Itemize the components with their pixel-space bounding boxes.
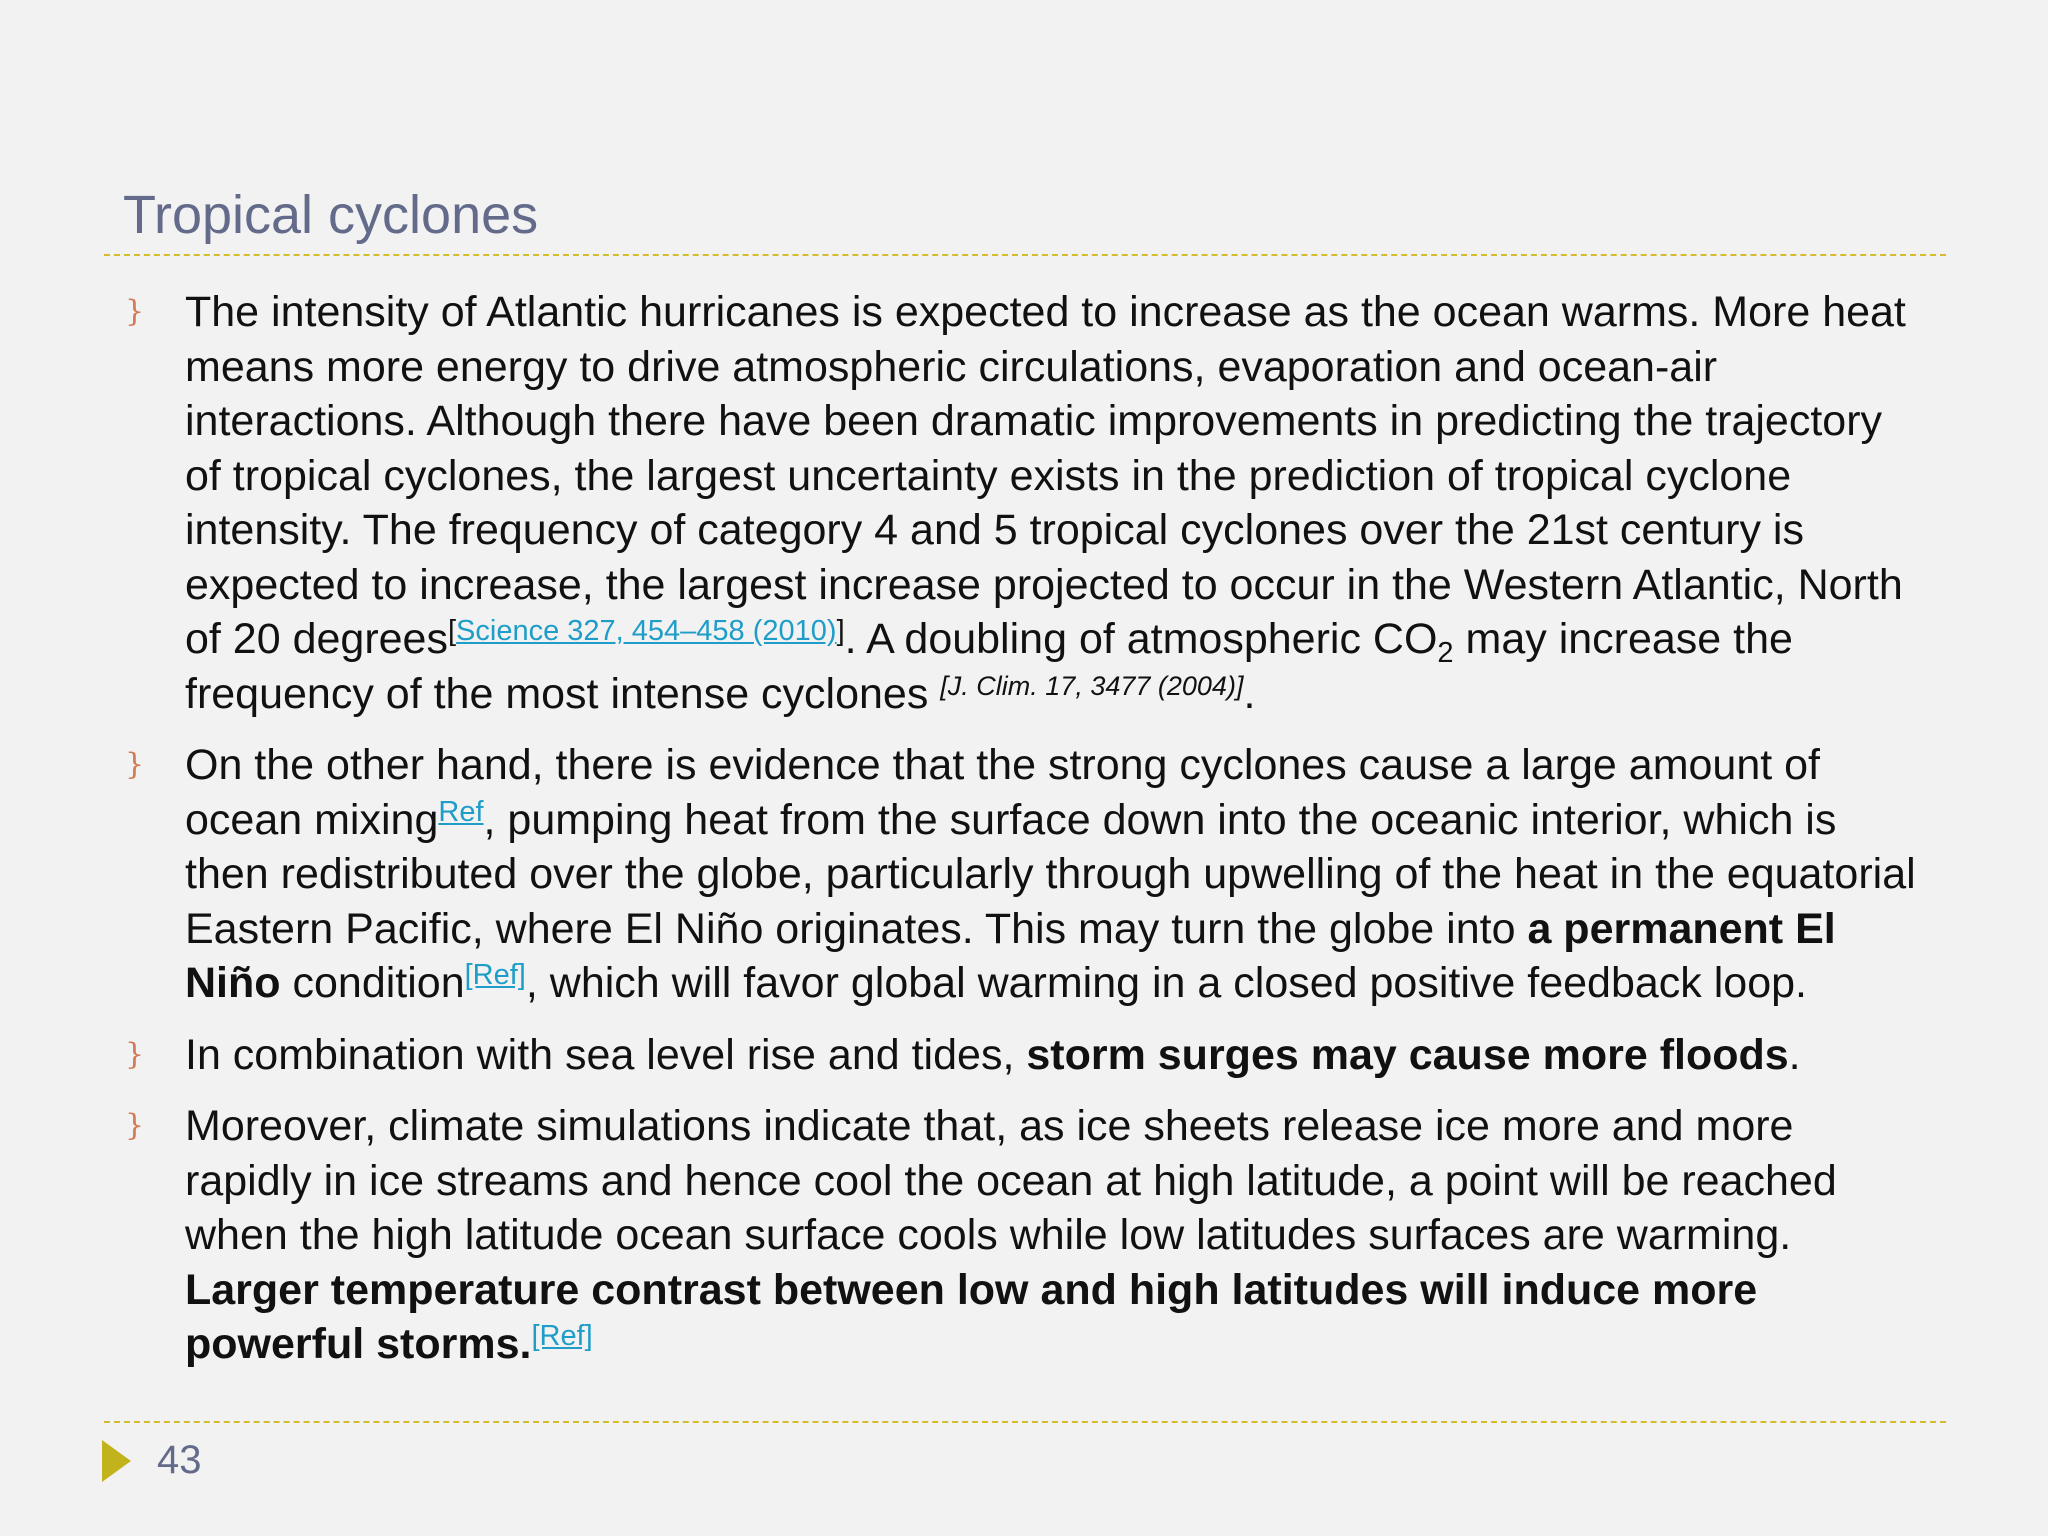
footer-divider xyxy=(104,1421,1946,1423)
bullet-text: . xyxy=(1788,1030,1801,1079)
bullet-icon: } xyxy=(125,747,145,782)
bullet-icon: } xyxy=(125,1108,145,1143)
ref-link[interactable]: [Ref] xyxy=(464,959,526,991)
bullet-item-3 xyxy=(125,1028,1925,1083)
triangle-arrow-icon xyxy=(102,1440,131,1482)
bullet-text: condition xyxy=(280,959,465,1007)
slide-body xyxy=(125,285,1925,1389)
bullet-icon: } xyxy=(125,1036,145,1072)
bullet-text: . xyxy=(1243,669,1256,718)
bold-text: Larger temperature contrast between low and high latitudes will induce more powerful storms. xyxy=(185,1265,1758,1368)
bold-text: a permanent El Niño xyxy=(185,904,1836,1007)
citation: [J. Clim. 17, 3477 (2004)] xyxy=(940,670,1244,701)
bullet-item-4 xyxy=(125,1099,1925,1372)
bold-text: storm surges may cause more floods xyxy=(1026,1030,1789,1079)
bullet-item-1 xyxy=(125,285,1925,721)
bullet-icon: } xyxy=(125,294,145,329)
bullet-text: may increase the frequency of the most intense cyclones xyxy=(185,615,1793,718)
ref-link[interactable]: Ref xyxy=(438,795,484,828)
bullet-item-2 xyxy=(125,738,1925,1011)
subscript: 2 xyxy=(1437,637,1454,669)
bullet-text: The intensity of Atlantic hurricanes is expected to increase as the ocean warms. More heat means more energy to drive atmospheric circulations, evaporation and ocean-air interactions. Although there have been dramatic improvements in predicting the trajectory of tropical cyclones, the largest uncertainty exists in the prediction of tropical cyclone intensity. The frequency of category 4 and 5 tropical cyclones over the 21st century is expected to increase, the largest increase projected to occur in the Western Atlantic, North of 20 degrees xyxy=(185,288,1906,663)
bullet-text: Moreover, climate simulations indicate that, as ice sheets release ice more and more rapidly in ice streams and hence cool the ocean at high latitude, a point will be reached when the high latitude ocean surface cools while low latitudes surfaces are warming. xyxy=(185,1102,1837,1259)
bullet-text: On the other hand, there is evidence that the strong cyclones cause a large amount of ocean mixing xyxy=(185,741,1821,844)
title-divider xyxy=(104,254,1946,256)
ref-link-science[interactable]: Science 327, 454–458 (2010) xyxy=(456,615,837,647)
bullet-text: . A doubling of atmospheric CO xyxy=(844,615,1438,663)
ref-bracket-open: [ xyxy=(447,615,457,647)
page-number: 43 xyxy=(157,1438,202,1482)
bullet-text: In combination with sea level rise and tides, xyxy=(185,1030,1027,1079)
bullet-text: , pumping heat from the surface down into the oceanic interior, which is then redistributed over the globe, particularly through upwelling of the heat in the equatorial Eastern Pacific, where El Niño originates. This may turn the globe into xyxy=(185,795,1916,953)
slide-title: Tropical cyclones xyxy=(123,185,539,245)
ref-link[interactable]: [Ref] xyxy=(531,1320,593,1352)
ref-bracket-close: ] xyxy=(836,615,845,647)
bullet-text: , which will favor global warming in a closed positive feedback loop. xyxy=(525,959,1807,1007)
